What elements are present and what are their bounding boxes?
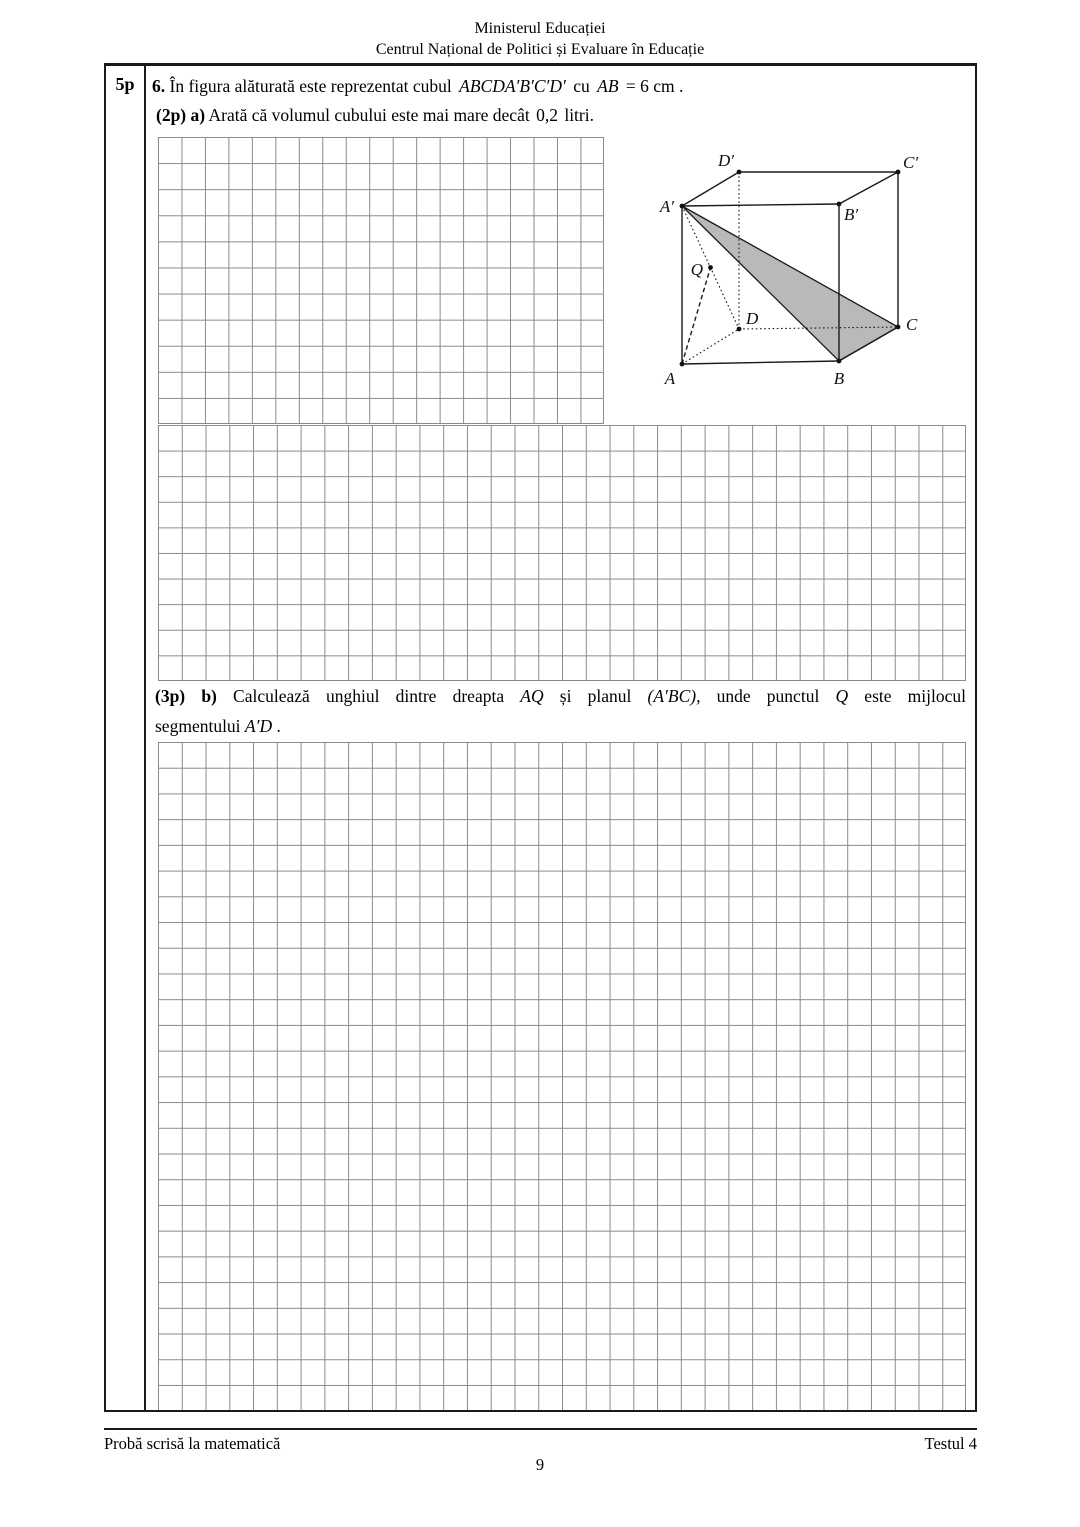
answer-grid-middle — [158, 425, 966, 681]
footer — [104, 1434, 977, 1454]
part-b-seg3: unde punctul — [716, 686, 820, 706]
part-b-seg1: Calculează unghiul dintre dreapta — [233, 686, 505, 706]
label-C: C — [906, 315, 918, 334]
shaded-triangle-A'BC — [682, 206, 898, 361]
label-D: D — [746, 309, 759, 328]
page-number: 9 — [535, 1455, 545, 1474]
part-a-line — [156, 105, 594, 127]
variable-A'D: A′D — [244, 716, 273, 736]
answer-grid-part-a — [158, 137, 604, 424]
label-D-prime: D′ — [718, 151, 734, 170]
part-a-points: (2p) — [156, 105, 187, 125]
footer-test-number: Testul 4 — [924, 1434, 977, 1453]
answer-grid-part-b — [158, 742, 966, 1410]
problem-statement-line — [152, 76, 683, 98]
footer-subject: Probă scrisă la matematică — [104, 1434, 281, 1453]
label-B: B — [833, 369, 845, 388]
label-A: A — [664, 369, 676, 388]
statement-conjunction: cu — [573, 76, 590, 96]
label-A-prime: A′ — [659, 197, 674, 216]
statement-intro: În figura alăturată este reprezentat cubul — [169, 76, 452, 96]
label-B-prime: B′ — [844, 205, 859, 224]
header-center: Centrul Național de Politici și Evaluare în Educație — [375, 40, 705, 58]
part-b-seg2: și planul — [559, 686, 632, 706]
part-b-label: b) — [201, 686, 217, 706]
label-C-prime: C′ — [903, 153, 919, 172]
cube-name: ABCDA′B′C′D′ — [459, 76, 566, 96]
part-b-line1 — [155, 686, 966, 708]
header-ministry: Ministerul Educației — [474, 20, 606, 37]
segment-AQ — [682, 268, 711, 365]
part-b-line2-suffix: . — [276, 716, 281, 736]
page-header — [0, 19, 1080, 61]
footer-rule — [104, 1428, 977, 1430]
part-b-seg4: este mijlocul — [864, 686, 967, 706]
part-a-value: 0,2 — [536, 105, 558, 125]
variable-AQ: AQ — [520, 686, 544, 706]
problem-number: 6. — [152, 76, 166, 96]
cube-figure — [650, 148, 930, 398]
variable-Q: Q — [835, 686, 849, 706]
plane-A'BC: (A′BC), — [647, 686, 701, 706]
label-Q: Q — [690, 260, 703, 279]
part-a-label: a) — [190, 105, 206, 125]
points-cell — [106, 66, 146, 1410]
part-a-text: Arată că volumul cubului este mai mare decât — [208, 105, 530, 125]
edge-value: = 6 cm . — [625, 76, 684, 96]
edge-variable: AB — [597, 76, 619, 96]
part-b-line2 — [155, 716, 281, 738]
part-a-suffix: litri. — [564, 105, 594, 125]
points-value: 5p — [115, 74, 135, 94]
part-b-points: (3p) — [155, 686, 186, 706]
problem-table — [104, 63, 977, 1412]
part-b-line2-prefix: segmentului — [155, 716, 241, 736]
problem-content — [146, 66, 975, 1410]
